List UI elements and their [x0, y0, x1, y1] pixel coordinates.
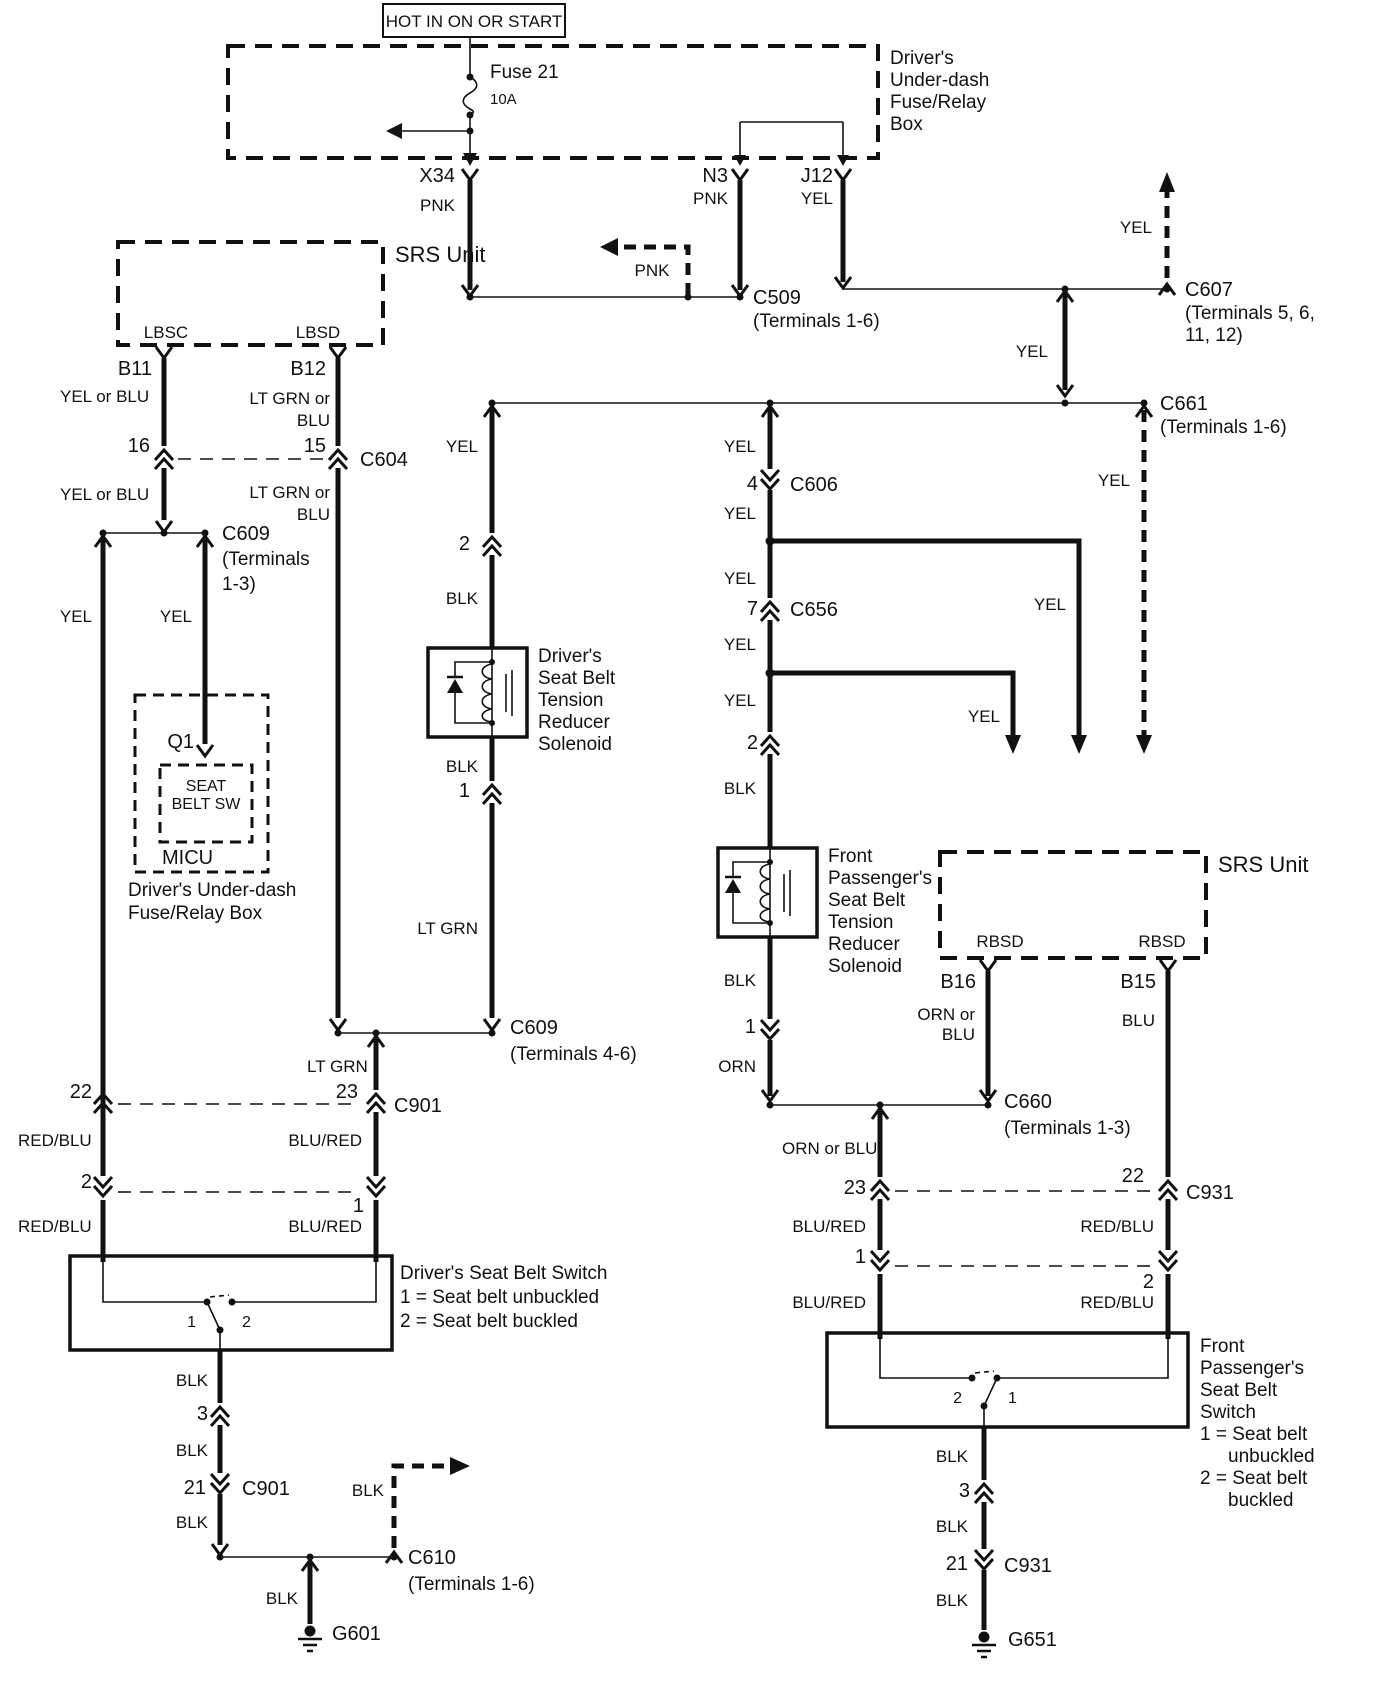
srs-left-label: SRS Unit — [395, 242, 486, 267]
pg-blk2: BLK — [935, 1517, 968, 1536]
b12-color-1b: BLU — [296, 411, 330, 430]
p-pin2: 2 — [1142, 1271, 1154, 1293]
driver-yel-wire — [60, 539, 103, 1090]
c660-junction — [767, 1091, 1131, 1180]
n3-wire-color: PNK — [693, 189, 728, 208]
dg-pin3: 3 — [196, 1403, 208, 1425]
driver-underdash-fuse-relay-box — [228, 46, 989, 158]
down-arrow-icon — [1136, 735, 1152, 754]
d-pin2: 2 — [80, 1171, 92, 1193]
pass-solenoid-2: Passenger's — [828, 868, 932, 889]
seat-belt-sw-2: BELT SW — [171, 796, 241, 813]
micu-box — [128, 695, 296, 924]
p-pin22: 22 — [1121, 1165, 1144, 1187]
pass-switch-label-1: Front — [1200, 1336, 1245, 1357]
conn-c656: C656 — [790, 599, 838, 621]
diode-icon — [725, 879, 741, 893]
b15-column — [1120, 960, 1176, 1180]
ds-pin2: 2 — [458, 533, 470, 555]
ds-yel: YEL — [445, 437, 478, 456]
hot-in-on-or-start-box — [383, 4, 565, 37]
driver-solenoid-3: Tension — [538, 690, 604, 711]
d-pin23: 23 — [335, 1081, 358, 1103]
p-sw-pos2: 2 — [953, 1390, 962, 1407]
srs-right-label: SRS Unit — [1218, 852, 1309, 877]
fuse-label: Fuse 21 — [490, 62, 559, 83]
pg-pin21: 21 — [945, 1553, 968, 1575]
coil-core-icon — [784, 870, 790, 916]
driver-solenoid-2: Seat Belt — [538, 668, 616, 689]
d-blured-1: BLU/RED — [288, 1131, 362, 1150]
pg-pin3: 3 — [958, 1480, 970, 1502]
up-arrow-icon — [1159, 172, 1175, 192]
dg-blk5: BLK — [351, 1481, 384, 1500]
fuse-21 — [386, 37, 559, 166]
pin-j12: J12 — [800, 165, 833, 187]
c901-ltgrn: LT GRN — [307, 1057, 368, 1076]
conn-g651: G651 — [1008, 1629, 1057, 1651]
c661-wire-color: YEL — [1097, 471, 1130, 490]
coil-icon — [482, 664, 492, 722]
yel-branch-1 — [770, 541, 1079, 738]
pass-switch-label-8: buckled — [1228, 1490, 1294, 1511]
c609-terminals-1-3 — [95, 523, 310, 595]
driver-c901-rows — [18, 1081, 442, 1256]
conn-c660: C660 — [1004, 1091, 1052, 1113]
c509-junction — [467, 238, 880, 332]
driver-switch-label-3: 2 = Seat belt buckled — [400, 1311, 578, 1332]
ground-icon — [298, 1626, 322, 1652]
driver-ground-run — [176, 1350, 535, 1651]
conn-c604: C604 — [360, 449, 408, 471]
micu-box-name-2: Fuse/Relay Box — [128, 903, 263, 924]
b16-color-a: ORN or — [917, 1005, 975, 1024]
down-arrow-icon — [1071, 735, 1087, 754]
coil-core-icon — [506, 670, 512, 716]
micu-label: MICU — [162, 847, 214, 869]
c610-offpage-stub — [394, 1466, 452, 1548]
b11-color-2: YEL or BLU — [60, 485, 150, 504]
c661-junction — [489, 393, 1287, 754]
conn-c607: C607 — [1185, 279, 1233, 301]
conn-c661: C661 — [1160, 393, 1208, 415]
x34-branch — [419, 165, 478, 296]
fusebox-name-2: Under-dash — [890, 70, 990, 91]
conn-c609a-t2: 1-3) — [222, 574, 256, 595]
pin-15: 15 — [303, 435, 326, 457]
driver-switch-label-2: 1 = Seat belt unbuckled — [400, 1287, 600, 1308]
pin-b15: B15 — [1120, 971, 1156, 993]
pass-switch-label-3: Seat Belt — [1200, 1380, 1278, 1401]
pg-blk1: BLK — [935, 1447, 968, 1466]
x34-wire-color: PNK — [420, 196, 455, 215]
pass-switch-label-2: Passenger's — [1200, 1358, 1304, 1379]
b12-column — [178, 347, 408, 1030]
passenger-c931-rows — [792, 1165, 1234, 1333]
ps-yel1: YEL — [723, 437, 756, 456]
j12-wire-color: YEL — [800, 189, 833, 208]
pass-solenoid-4: Tension — [828, 912, 894, 933]
switch-open-contact — [975, 1371, 994, 1373]
seat-belt-sw-1: SEAT — [185, 778, 227, 795]
pass-solenoid-1: Front — [828, 846, 873, 867]
d-sw-pos1: 1 — [187, 1314, 196, 1331]
conn-c609a-t1: (Terminals — [222, 549, 310, 570]
branch2-yel: YEL — [967, 707, 1000, 726]
passenger-solenoid-output — [718, 937, 781, 1101]
driver-solenoid-1: Driver's — [538, 646, 602, 667]
dg-blk1: BLK — [175, 1371, 208, 1390]
dg-blk2: BLK — [175, 1441, 208, 1460]
dg-blk3: BLK — [175, 1513, 208, 1532]
conn-c607-terms2: 11, 12) — [1185, 325, 1243, 346]
pin-rbsd-2: RBSD — [1138, 932, 1186, 951]
switch-open-contact — [210, 1295, 229, 1297]
c607-stub-color: YEL — [1119, 218, 1152, 237]
p-redblu-1: RED/BLU — [1080, 1217, 1154, 1236]
conn-c901-2: C901 — [242, 1478, 290, 1500]
d-redblu-2: RED/BLU — [18, 1217, 92, 1236]
pass-switch-label-6: unbuckled — [1228, 1446, 1315, 1467]
micu-box-name-1: Driver's Under-dash — [128, 880, 297, 901]
ps-yel5: YEL — [723, 691, 756, 710]
pass-switch-label-7: 2 = Seat belt — [1200, 1468, 1308, 1489]
d-redblu-1: RED/BLU — [18, 1131, 92, 1150]
conn-c660-terms: (Terminals 1-3) — [1004, 1118, 1131, 1139]
conn-c661-terms: (Terminals 1-6) — [1160, 417, 1287, 438]
pin-lbsc: LBSC — [143, 323, 189, 342]
c607-drop-color: YEL — [1015, 342, 1048, 361]
p-pin23: 23 — [843, 1177, 866, 1199]
p-blured-1: BLU/RED — [792, 1217, 866, 1236]
pnk-stub-color: PNK — [634, 261, 670, 280]
ps-orn: ORN — [718, 1057, 756, 1076]
pass-solenoid-6: Solenoid — [828, 956, 902, 977]
conn-c509: C509 — [753, 287, 801, 309]
pin-x34: X34 — [419, 165, 455, 187]
conn-c606: C606 — [790, 474, 838, 496]
ps-blk2: BLK — [723, 971, 756, 990]
srs-unit-right — [940, 852, 1308, 958]
conn-c610-terms: (Terminals 1-6) — [408, 1574, 535, 1595]
dg-blk4: BLK — [265, 1589, 298, 1608]
passenger-solenoid — [718, 846, 932, 977]
pg-blk3: BLK — [935, 1591, 968, 1610]
down-arrow-icon — [1005, 735, 1021, 754]
pin-b11: B11 — [117, 358, 152, 380]
branch1-yel: YEL — [1033, 595, 1066, 614]
driver-solenoid — [428, 646, 616, 755]
ps-yel4: YEL — [723, 635, 756, 654]
d-blured-2: BLU/RED — [288, 1217, 362, 1236]
conn-c931-2: C931 — [1004, 1555, 1052, 1577]
p-redblu-2: RED/BLU — [1080, 1293, 1154, 1312]
pin-lbsd: LBSD — [295, 323, 341, 342]
micu-yel-color: YEL — [159, 607, 192, 626]
c607-junction — [843, 172, 1315, 396]
ground-icon — [972, 1632, 996, 1658]
ps-yel2: YEL — [723, 504, 756, 523]
pass-switch-label-5: 1 = Seat belt — [1200, 1424, 1308, 1445]
b12-color-2a: LT GRN or — [249, 483, 330, 502]
fuse-amp: 10A — [490, 91, 517, 108]
conn-g601: G601 — [332, 1623, 381, 1645]
ps-pin1: 1 — [744, 1016, 756, 1038]
ps-blk1: BLK — [723, 779, 756, 798]
conn-c901: C901 — [394, 1095, 442, 1117]
conn-c931: C931 — [1186, 1182, 1234, 1204]
driver-solenoid-5: Solenoid — [538, 734, 612, 755]
n3-branch — [693, 165, 748, 296]
yel-branch-2 — [770, 673, 1013, 738]
pin-b12: B12 — [290, 358, 326, 380]
switch-lever — [984, 1378, 997, 1406]
d-pin1: 1 — [352, 1195, 364, 1217]
dg-pin21: 21 — [183, 1477, 206, 1499]
srs-unit-left — [118, 242, 485, 345]
c660-orn-blu: ORN or BLU — [782, 1139, 878, 1158]
ps-pin7: 7 — [746, 598, 758, 620]
ps-yel3: YEL — [723, 569, 756, 588]
conn-c609b: C609 — [510, 1017, 558, 1039]
b16-column — [917, 960, 996, 1101]
passenger-ground-run — [936, 1427, 1057, 1657]
conn-c609a: C609 — [222, 523, 270, 545]
left-arrow-icon — [600, 238, 618, 256]
switch-lever — [207, 1302, 220, 1330]
driver-seat-belt-switch — [70, 1256, 607, 1350]
ps-pin4: 4 — [746, 473, 758, 495]
pin-n3: N3 — [702, 165, 728, 187]
driver-solenoid-output — [417, 737, 503, 1030]
b12-color-2b: BLU — [296, 505, 330, 524]
ds-blk1: BLK — [445, 589, 478, 608]
fusebox-name-1: Driver's — [890, 48, 954, 69]
right-arrow-icon — [450, 1457, 470, 1475]
p-blured-2: BLU/RED — [792, 1293, 866, 1312]
b11-color-1: YEL or BLU — [60, 387, 150, 406]
ps-pin2: 2 — [746, 732, 758, 754]
passenger-solenoid-column — [724, 406, 1087, 848]
pin-16: 16 — [127, 435, 150, 457]
conn-c607-terms1: (Terminals 5, 6, — [1185, 303, 1315, 324]
left-arrow-icon — [386, 123, 402, 139]
b16-color-b: BLU — [941, 1025, 975, 1044]
driver-switch-label-1: Driver's Seat Belt Switch — [400, 1263, 608, 1284]
pin-rbsd-1: RBSD — [976, 932, 1024, 951]
hot-label: HOT IN ON OR START — [385, 12, 563, 31]
p-pin1: 1 — [854, 1246, 866, 1268]
driver-solenoid-column — [446, 406, 503, 648]
micu-yel-wire — [160, 539, 205, 744]
j12-branch — [801, 165, 851, 288]
ds-blk2: BLK — [445, 757, 478, 776]
fusebox-name-4: Box — [890, 114, 923, 135]
pass-solenoid-5: Reducer — [828, 934, 900, 955]
conn-c509-terms: (Terminals 1-6) — [753, 311, 880, 332]
ds-ltgrn: LT GRN — [417, 919, 478, 938]
fusebox-name-3: Fuse/Relay — [890, 92, 987, 113]
driver-yel-color: YEL — [59, 607, 92, 626]
pass-solenoid-3: Seat Belt — [828, 890, 906, 911]
driver-solenoid-4: Reducer — [538, 712, 610, 733]
pin-b16: B16 — [940, 971, 976, 993]
pass-switch-label-4: Switch — [1200, 1402, 1256, 1423]
passenger-seat-belt-switch — [827, 1333, 1315, 1511]
d-pin22: 22 — [69, 1081, 92, 1103]
conn-c609b-t: (Terminals 4-6) — [510, 1044, 637, 1065]
b15-color: BLU — [1121, 1011, 1155, 1030]
b12-color-1a: LT GRN or — [249, 389, 330, 408]
pin-q1: Q1 — [167, 731, 194, 753]
b11-column — [60, 347, 175, 532]
p-sw-pos1: 1 — [1008, 1390, 1017, 1407]
coil-icon — [760, 864, 770, 922]
diode-icon — [447, 679, 463, 693]
ds-pin1: 1 — [458, 780, 470, 802]
conn-c610: C610 — [408, 1547, 456, 1569]
d-sw-pos2: 2 — [242, 1314, 251, 1331]
